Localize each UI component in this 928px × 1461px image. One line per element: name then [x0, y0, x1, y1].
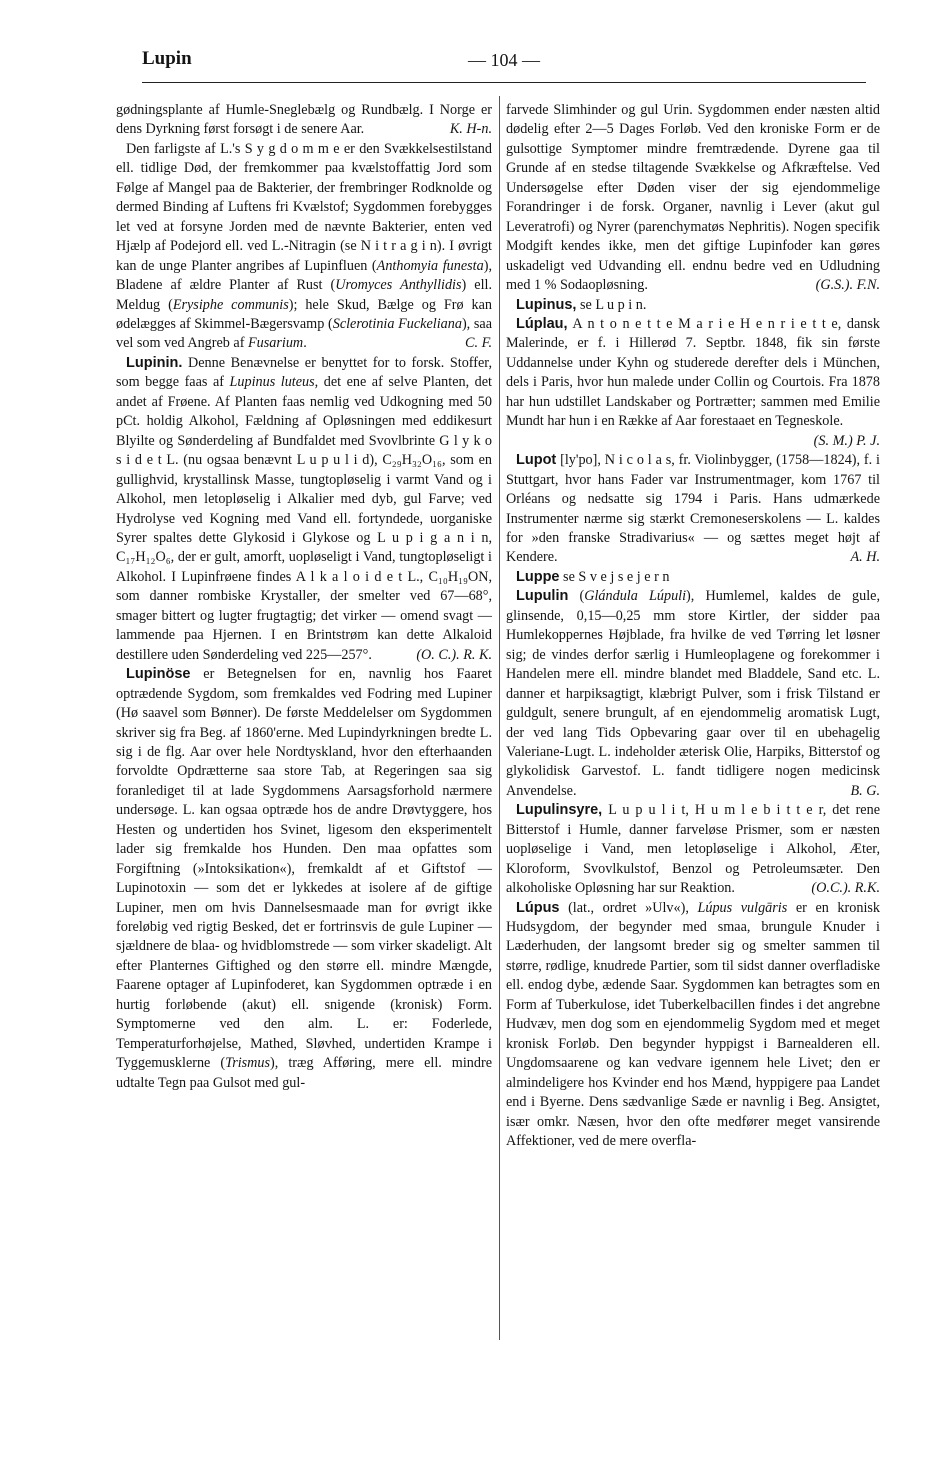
cross-reference: se L u p i n.: [576, 296, 647, 313]
entry-text: er en kronisk Hudsygdom, der begynder med smaa, brungule Knuder i Læderhuden, der langsomt breder sig og smelter sammen til større, rødlige, knudrede Partier, som til sidst danner overfladiske ell. endog dybe, ædende Saar. Sygdommen kan betragtes som en Form af Tuberkulose, idet Tuberkelbacillen findes i det angrebne Hudvæv, men dog som en ejendommelig Sygdom med et meget kronisk Forløb. Den begynder hyppigst i Barnealderen ell. Ungdomsaarene og kan vedvare igennem hele Livet; den er almindeligere hos Kvinder end hos Mænd, hyppigere paa Landet end i Byerne. Dens sædvanlige Sæde er navnlig i Beg. Ansigtet, især omkr. Næsen, hvor den ofte medfører meget vansirende Affektioner, ved de mere overfla-: [506, 899, 880, 1150]
entry-text: L u p u l i t, H u m l e b i t t e r, det rene Bitterstof i Humle, danner farveløse Prismer, som er næsten uopløselige i Vand, men letopløselige i Alkohol, Æter, Kloroform, Svovlkulstof, Benzol og Petroleumsæter. Den alkoholiske Opløsning har sur Reaktion.: [506, 802, 880, 897]
column-divider: [499, 96, 500, 1340]
latin-name: Sclerotinia Fuckeliana: [332, 315, 462, 332]
author-signature: A. H.: [850, 549, 880, 566]
author-signature: (O. C.). R. K.: [416, 646, 492, 663]
entry-luplau: [506, 315, 880, 451]
headword: Lupulinsyre,: [516, 802, 603, 819]
headword: Lúplau,: [516, 315, 568, 332]
entry-text: .: [303, 335, 307, 352]
entry-text: er Betegnelsen for en, navnlig hos Faaret optrædende Sygdom, som fremkaldes ved Fodring med Lupiner (Hø saavel som Bønner). De første Meddelelser om Sygdommen skriver sig fra Beg. af 1860'erne. Med Lupindyrkningen bredte L. sig i de flg. Aar over hele Nordtyskland, hvor den efterhaanden forvoldte Opdrætterne saa store Tab, at Regeringen saa sig foranlediget til at lade Sygdommens Aarsagsforhold nærmere undersøge. L. kan ogsaa optræde hos de andre Drøvtyggere, hos Hesten og undertiden hos Svinet, ligesom den eksperimentelt lader sig fremkalde hos Hunden. Den maa opfattes som Forgiftning (»Intoksikation«), fremkaldt af et Giftstof — Lupinotoxin — som det er lykkedes at isolere af de giftige Lupiner, men om hvis Dannelsesmaade man for øvrigt ikke foreløbig ved rigtig Besked, det er fortrinsvis de gule Lupiner — sjældnere de blaa- og hvidblomstrede — som virker skadeligt. Alt efter Planternes Giftighed og den større ell. mindre Mængde, Faarene optager af Lupinfoderet, kan Sygdommen optræde i en hurtig forløbende (akut) ell. snigende (kronisk) Form. Symptomerne ved den alm. L. er: Foderlede, Temperaturforhøjelse, Mathed, Sløvhed, undertiden Krampe i Tyggemusklerne (: [116, 666, 492, 1072]
latin-name: Lúpus vulgāris: [697, 899, 788, 916]
entry-text: (lat., ordret »Ulv«),: [559, 899, 698, 916]
latin-name: Lupinus luteus: [229, 374, 315, 391]
headword: Lúpus: [516, 899, 560, 916]
right-column: [506, 101, 880, 1151]
entry-lupin-continued: [116, 101, 492, 140]
latin-name: Uromyces Anthyllidis: [335, 277, 462, 294]
latin-name: Glándula Lúpuli: [584, 588, 687, 605]
headword: Lupinin.: [126, 354, 183, 371]
entry-text: Denne Benævnelse er benyttet for to forsk. Stoffer, som begge faas af: [116, 354, 492, 391]
entry-text: farvede Slimhinder og gul Urin. Sygdommen ender næsten altid dødelig efter 2—5 Dages Forløb. Ved den kroniske Form er de gulsottige Symptomer mindre fremtrædende. Dyrene gaa til Grunde af en stedse tiltagende Svækkelse og Afkræftelse. Ved Undersøgelse efter Døden viser der sig ejendommelige Forandringer i de forsk. Organer, navnlig i Lever (akut gul Leveratrofi) og Nyrer (parenchymatøs Nephritis). Nogen specifik Modgift kendes ikke, men det giftige Lupinfoder kan gøres uskadeligt ved Udvanding ell. endnu bedre ved en Udludning med 1 % Sodaopløsning.: [506, 102, 880, 294]
entry-lupulin: [506, 587, 880, 801]
author-signature: C. F.: [465, 335, 492, 352]
headword: Lupulin: [516, 588, 569, 605]
author-signature: K. H-n.: [449, 121, 492, 138]
latin-name: Trismus: [225, 1055, 271, 1072]
author-signature: (O.C.). R.K.: [811, 880, 880, 897]
entry-text: Den farligste af L.'s S y g d o m m e er den Svækkelsestilstand ell. tidlige Død, der fremkommer paa kvælstoffattig Jord som Følge af Mangel paa de Bakterier, der frembringer Rodknolde og dermed Binding af Luftens fri Kvælstof; Sygdommen forebygges let ved at forsyne Jorden med de nævnte Bakterier, enten ved Hjælp af Podejord ell. ved L.-Nitragin (se N i t r a g i n). I øvrigt kan de unge Planter angribes af Lupinfluen (: [116, 140, 492, 274]
entry-text: ) ell. Meldug (: [116, 277, 493, 313]
entry-lupus: [506, 899, 880, 1152]
headword: Luppe: [516, 568, 560, 585]
headword: Lupinus,: [516, 296, 577, 313]
entry-lupinin: [116, 354, 492, 665]
headword: Lupot: [516, 452, 557, 469]
page-header: [142, 48, 866, 88]
running-head: Lupin: [142, 48, 192, 69]
latin-name: Anthomyia funesta: [376, 257, 484, 274]
entry-text: A n t o n e t t e M a r i e H e n r i e t t e, dansk Malerinde, er f. i Hillerød 7. Septbr. 1848, fik sin første Uddannelse under Kyhn og studerede derefter dels i München, dels i Paris, hvor hun malede under Collin og Courtois. Fra 1878 har hun udstillet Landskaber og Portrætter; sammen med Emilie Mundt har hun i en Række af Aar forestaaet en Tegneskole.: [506, 315, 880, 430]
entry-lupinose: [116, 665, 492, 1093]
entry-text: ), Bladene af ældre Planter af Rust (: [116, 257, 492, 294]
entry-lupin-diseases: [116, 140, 492, 354]
header-rule: [142, 82, 866, 83]
entry-text: gødningsplante af Humle-Sneglebælg og Rundbælg. I Norge er dens Dyrkning først forsøgt i de senere Aar.: [116, 102, 492, 138]
entry-text: ), træg Afføring, mere ell. mindre udtalte Tegn paa Gulsot med gul-: [116, 1055, 492, 1091]
entry-text: ), Humlemel, kaldes de gule, glinsende, 0,15—0,25 mm store Kirtler, der sidder paa Humlekoppernes Højblade, fra hvilke de ved Tørring let løsner sig; de vindes derfor særlig i Humleoplagene og forekommer i Handelen mere ell. mindre blandet med Bladdele, Sand etc. L. danner et harpiksagtigt, klæbrigt Pulver, som i frisk Tilstand er guldgult, senere brungult, af en ejendommelig aromatisk Lugt, der ved lang Tids Opbevaring gaar over til en ubehagelig Valeriane-Lugt. L. indeholder æterisk Olie, Harpiks, Bitterstof og glykolidisk Garvestof. L. fandt tidligere nogen medicinsk Anvendelse.: [506, 588, 880, 799]
latin-name: Erysiphe communis: [172, 296, 289, 313]
entry-text: [ly'po], N i c o l a s, fr. Violinbygger, (1758—1824), f. i Stuttgart, hvor hans Fader var Instrumentmager, kom 1767 til Orléans og nedsatte sig 1794 i Paris. Hans udmærkede Instrumenter nærme sig stærkt Cremoneserskolens — L. kaldes for »den franske Stradivarius« — og sættes meget højt af Kendere.: [506, 452, 880, 566]
author-signature: (S. M.) P. J.: [813, 432, 880, 449]
entry-luppe: [506, 568, 880, 587]
headword: Lupinöse: [126, 666, 191, 683]
author-signature: B. G.: [850, 782, 880, 799]
entry-lupinose-continued: [506, 101, 880, 296]
page-number: — 104 —: [468, 50, 540, 70]
entry-text: ), saa vel som ved Angreb af: [116, 315, 493, 352]
author-signature: (G.S.). F.N.: [815, 277, 880, 294]
entry-text: (: [568, 588, 585, 605]
left-column: [116, 101, 492, 1093]
entry-text: , det ene af selve Planten, det andet af Frøene. Af Planten faas nemlig ved Udkogning med 50 pCt. holdig Alkohol, Fældning af Opløsningen med eddikesurt Blyilte og Sønderdeling af Bundfaldet med Svovlbrinte G l y k o s i d e t L. (nu ogsaa benævnt L u p u l i d), C₂₉H₃₂O₁₆, som en gullighvid, krystallinsk Masse, tungtopløselig i varmt Vand og i Alkohol, men letopløselig i Alkalier med dyb, gul Farve; ved Hydrolyse ved Kogning med Vand ell. fortyndede, uorganiske Syrer spaltes dette Glykosid i Glykose og L u p i g a n i n, C₁₇H₁₂O₆, der er gult, amorft, uopløseligt i Vand, tungtopløseligt i Alkohol. I Lupinfrøene findes A l k a l o i d e t L., C₁₀H₁₉ON, som danner rombiske Krystaller, der smelter ved 67—68°, smager bittert og lugter frugtagtig; det virker — omend svagt — lammende paa Hjernen. I en Brintstrøm kan dette Alkaloid destillere uden Sønderdeling ved 225—257°.: [116, 374, 492, 663]
latin-name: Fusarium: [248, 335, 304, 352]
entry-lupulinsyre: [506, 801, 880, 898]
entry-lupot: [506, 451, 880, 568]
entry-lupinus: [506, 296, 880, 315]
cross-reference: se S v e j s e j e r n: [559, 568, 670, 585]
entry-text: ); hele Skud, Bælge og Frø kan ødelægges af Skimmel-Bægersvamp (: [116, 296, 492, 332]
